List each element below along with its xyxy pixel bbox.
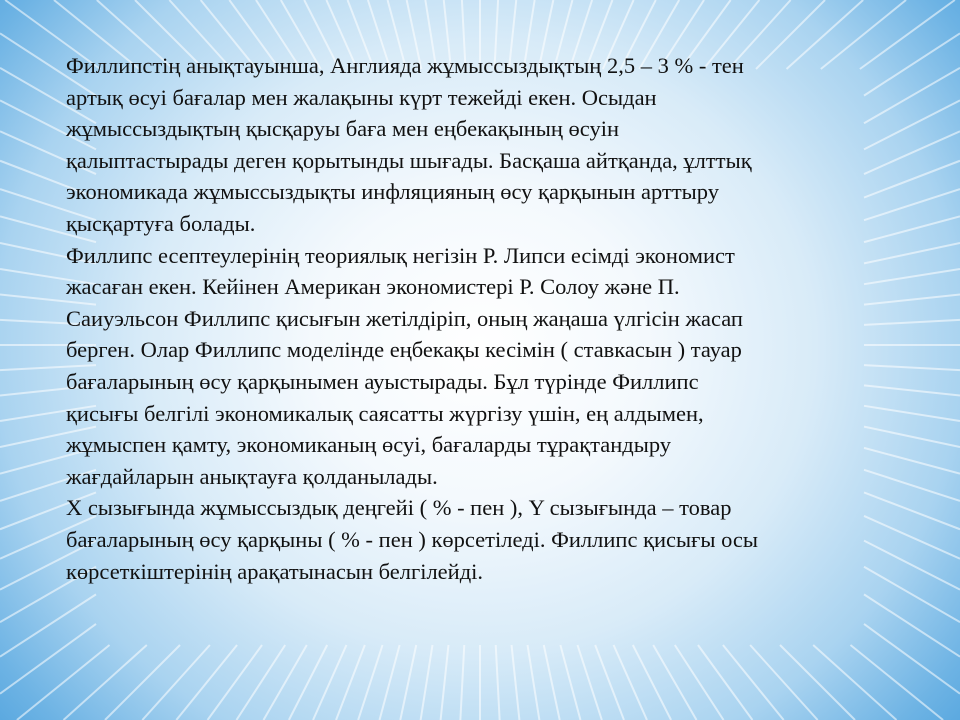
paragraph-2: Филлипс есептеулерінің теориялық негізін Р. Липси есімді экономист жасаған екен. Кейінен Американ экономистері Р. Солоу және П. Саиуэльсон Филлипс қисығын жетілдіріп, оның жаңаша үлгісін жасап берген. Олар Филлипс моделінде еңбекақы кесімін ( ставкасын ) тауар бағаларының өсу қарқынымен ауыстырады. Бұл түрінде Филлипс қисығы белгілі экономикалық саясатты жүргізу үшін, ең алдымен, жұмыспен қамту, экономиканың өсуі, бағаларды тұрақтандыру жағдайларын анықтауға қолданылады. [66,242,743,489]
burst-ray [380,645,400,720]
burst-ray [850,645,943,720]
burst-ray [675,645,724,720]
burst-ray [400,645,416,720]
burst-ray [653,645,696,720]
burst-ray [750,645,818,720]
burst-ray [633,645,671,720]
burst-ray [698,645,752,720]
burst-ray [142,645,210,720]
burst-ray [0,594,96,656]
burst-ray [780,645,855,720]
burst-ray [460,645,464,720]
burst-ray [496,645,500,720]
body-text [66,50,906,587]
burst-ray [176,645,237,720]
burst-ray [577,645,601,720]
paragraph-3: Х сызығында жұмыссыздық деңгейі ( % - пен ), Y сызығында – товар бағаларының өсу қарқыны ( % - пен ) көрсетіледі. Филлипс қисығы осы көрсеткіштерінің арақатынасын белгілейді. [66,495,759,584]
burst-ray [813,645,896,720]
burst-ray [289,645,327,720]
burst-ray [560,645,580,720]
burst-ray [263,645,306,720]
burst-ray [17,645,110,720]
burst-ray [64,645,147,720]
burst-ray [0,624,96,694]
burst-ray [864,624,960,694]
burst-ray [528,645,540,720]
burst-ray [544,645,560,720]
burst-ray [421,645,433,720]
burst-ray [441,645,449,720]
burst-ray [864,594,960,656]
burst-ray [105,645,180,720]
burst-ray [208,645,262,720]
burst-ray [236,645,285,720]
burst-ray [723,645,784,720]
paragraph-1: Филлипстің анықтауынша, Англияда жұмыссыздықтың 2,5 – 3 % - тен артық өсуі бағалар мен жалақыны күрт тежейді екен. Осыдан жұмыссыздықтың қысқаруы баға мен еңбекақының өсуін қалыптастырады деген қорытынды шығады. Басқаша айтқанда, ұлттық экономикада жұмыссыздықты инфляцияның өсу қарқынын арттыру қысқартуға болады. [66,53,752,236]
burst-ray [512,645,520,720]
burst-ray [358,645,382,720]
